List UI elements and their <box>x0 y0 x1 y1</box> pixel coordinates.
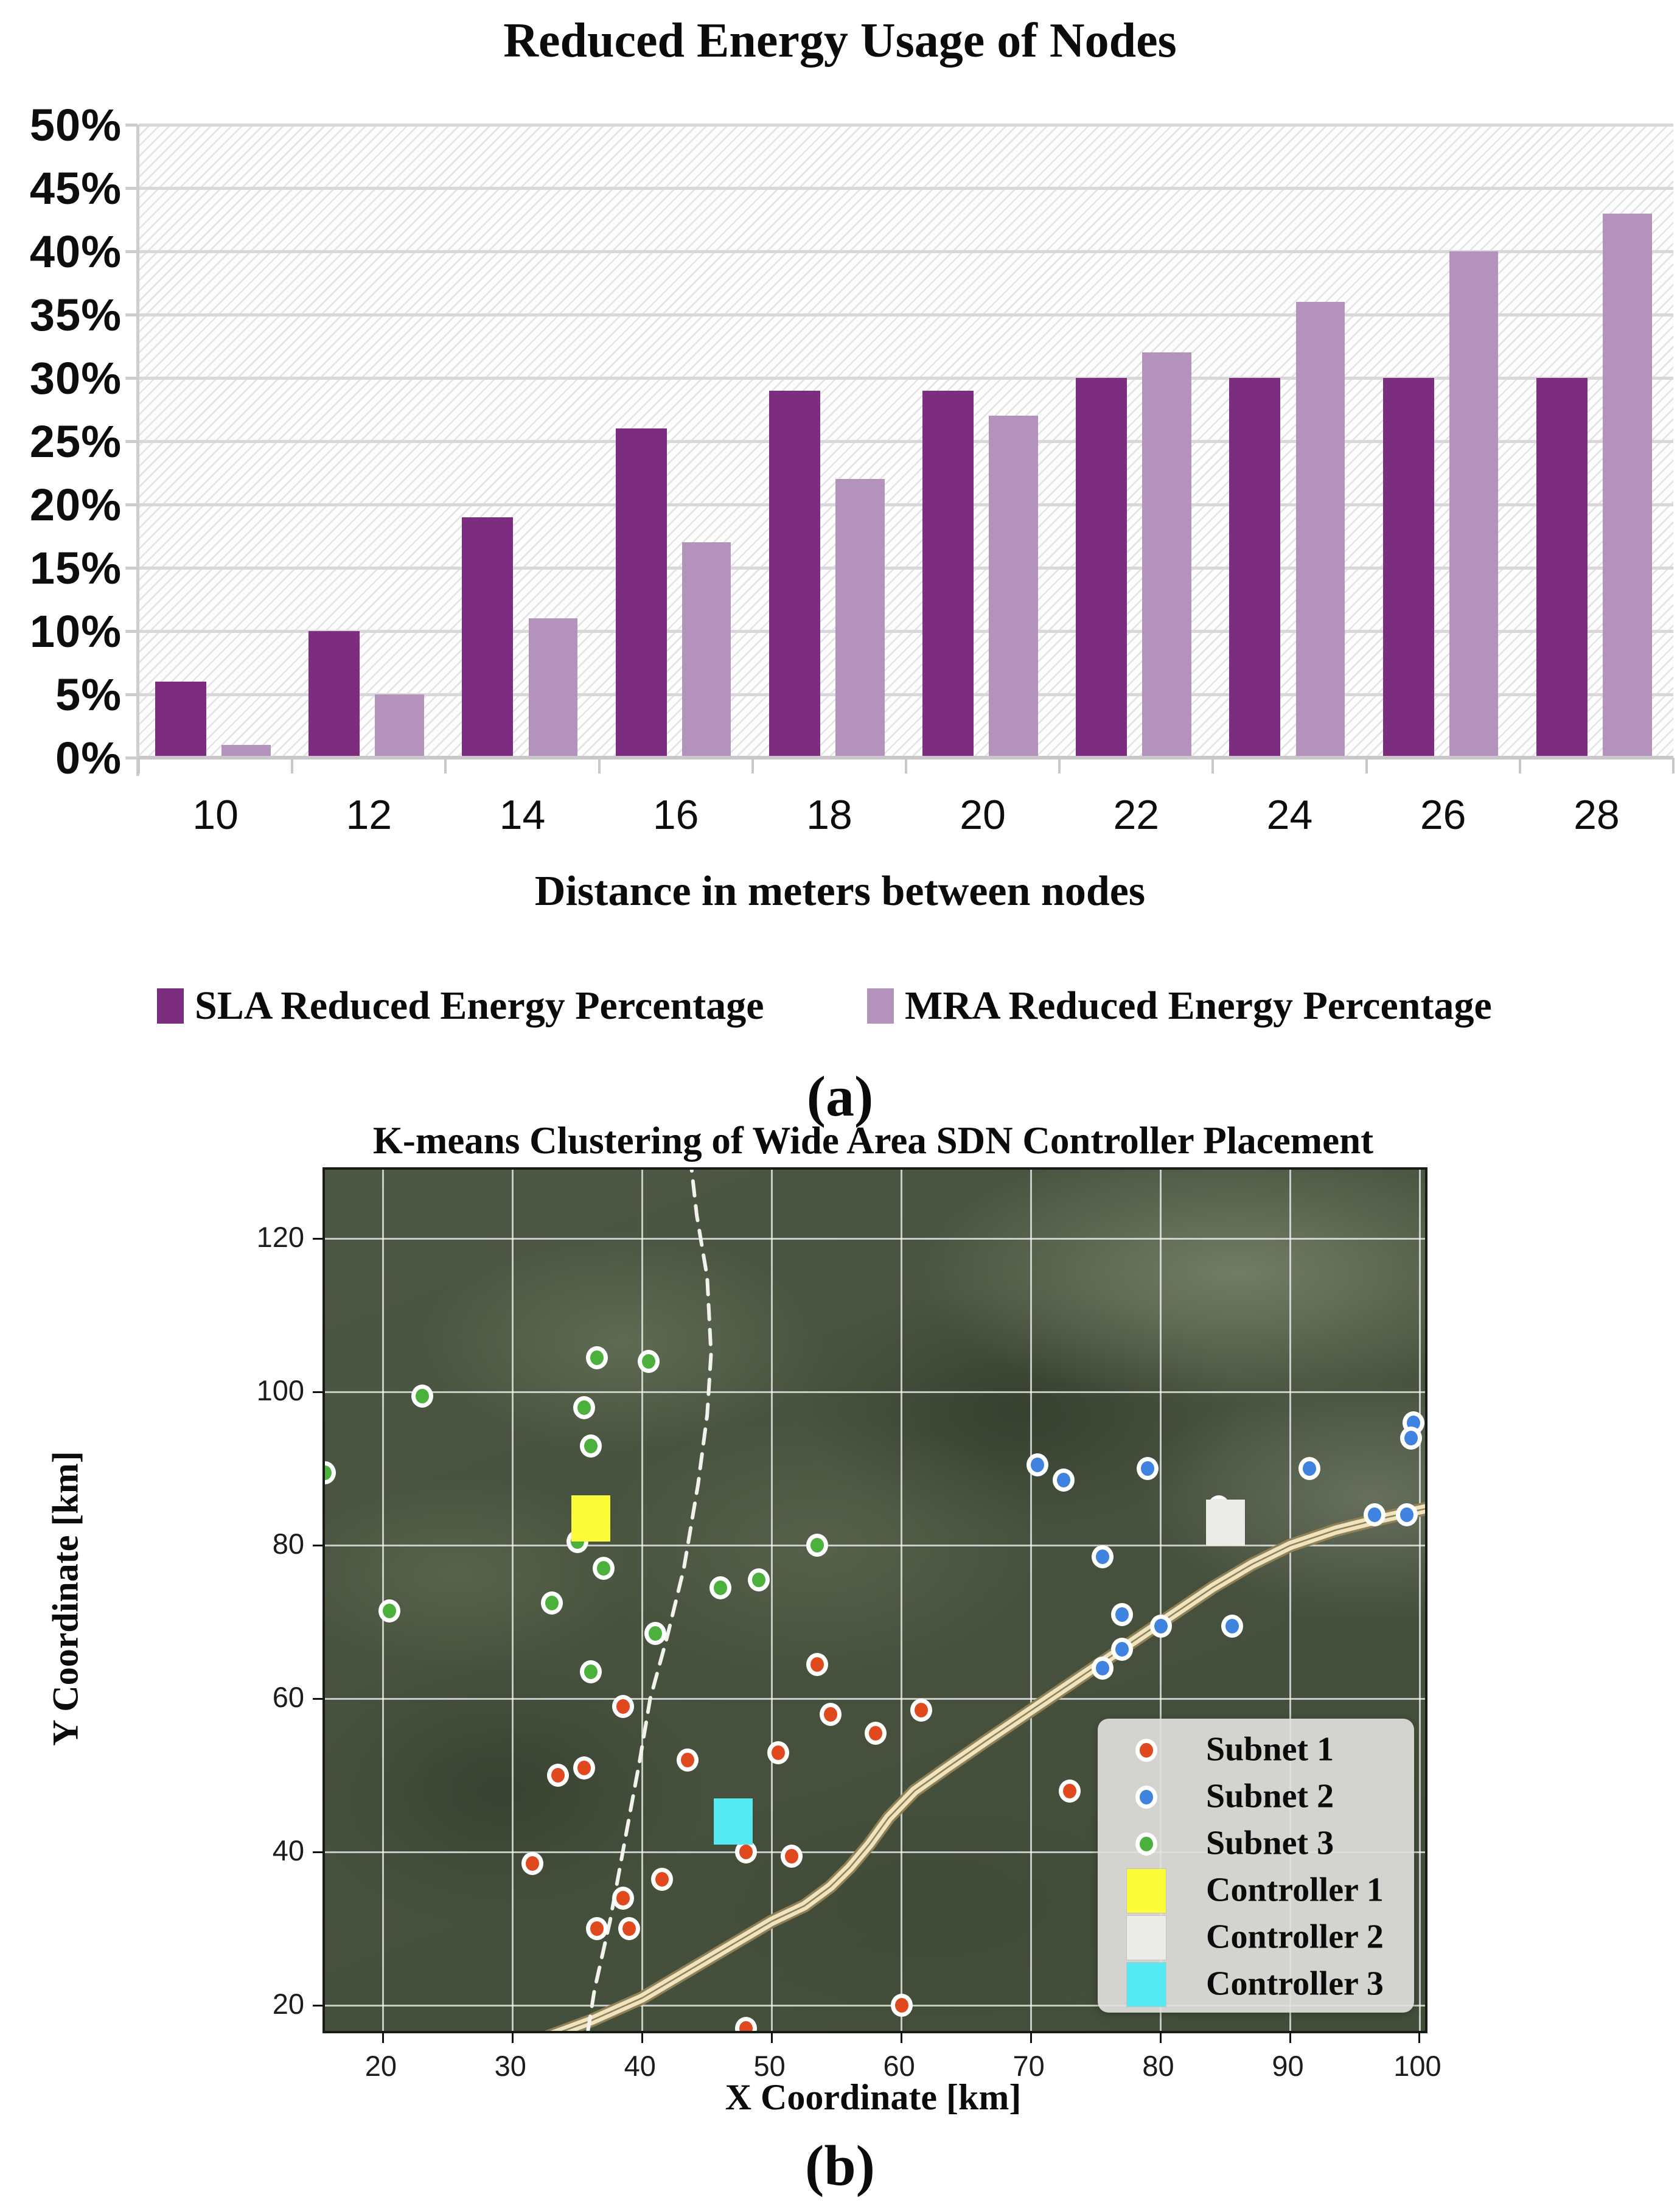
x-tick-60 <box>901 2031 902 2043</box>
x-tick-label-100: 100 <box>1393 2050 1441 2082</box>
x-tick-label-30: 30 <box>494 2050 526 2082</box>
gridline-y-25 <box>139 440 1673 443</box>
controller-2-legend-icon <box>1127 1916 1166 1960</box>
y-axis-tick-5 <box>125 693 138 696</box>
subnet-1-node-0 <box>612 1695 634 1718</box>
bar-mra-14 <box>529 618 578 758</box>
bar-mra-18 <box>835 479 885 758</box>
y-tick-40 <box>313 1851 325 1853</box>
y-tick-label-100: 100 <box>256 1374 304 1407</box>
x-tick-100 <box>1418 2031 1420 2043</box>
x-axis-tick-end <box>1672 758 1675 774</box>
x-axis-tick-5 <box>905 758 907 774</box>
dashed-boundary-line <box>588 1170 711 2031</box>
subnet-2-node-11 <box>1150 1615 1172 1638</box>
bar-mra-24 <box>1296 302 1345 758</box>
chart-b-yaxis-title: Y Coordinate [km] <box>45 1451 86 1746</box>
controller-2-marker <box>1206 1500 1245 1546</box>
y-tick-label-60: 60 <box>272 1681 304 1714</box>
x-tick-50 <box>771 2031 773 2043</box>
legend-row-controller-1 <box>1098 1867 1414 1915</box>
subnet-2-node-10 <box>1111 1603 1133 1626</box>
gridline-y-30 <box>139 377 1673 380</box>
y-axis-label-45: 45% <box>29 163 122 214</box>
legend-label-controller-3: Controller 3 <box>1206 1965 1384 2003</box>
x-tick-40 <box>641 2031 643 2043</box>
chart-b-title: K-means Clustering of Wide Area SDN Controller Placement <box>372 1119 1374 1162</box>
bar-sla-16 <box>616 428 667 758</box>
y-axis-label-30: 30% <box>29 353 122 403</box>
subnet-1-node-5 <box>767 1741 789 1764</box>
bar-mra-28 <box>1603 214 1652 758</box>
controller-3-marker <box>714 1798 753 1845</box>
subnet-1-node-17 <box>891 1994 913 2017</box>
y-axis-tick-50 <box>125 124 138 127</box>
subnet-2-node-14 <box>1092 1657 1114 1680</box>
y-axis-label-25: 25% <box>29 416 122 467</box>
x-axis-label-28: 28 <box>1574 792 1620 838</box>
y-axis-tick-35 <box>125 313 138 316</box>
y-tick-80 <box>313 1545 325 1546</box>
y-tick-100 <box>313 1391 325 1393</box>
y-axis-label-50: 50% <box>29 100 122 150</box>
subnet-2-legend-icon <box>1135 1786 1157 1809</box>
subnet-3-node-12 <box>378 1599 400 1622</box>
chart-b-plot-area <box>322 1167 1427 2033</box>
y-axis-tick-15 <box>125 567 138 570</box>
bar-sla-10 <box>155 682 206 758</box>
legend-label-subnet-1: Subnet 1 <box>1206 1730 1334 1769</box>
bar-mra-26 <box>1449 251 1499 758</box>
subnet-2-node-1 <box>1053 1469 1075 1492</box>
subnet-1-node-9 <box>1059 1780 1081 1803</box>
subnet-2-node-13 <box>1111 1638 1133 1661</box>
sla-legend-swatch-icon <box>157 988 184 1024</box>
x-tick-label-70: 70 <box>1013 2050 1045 2082</box>
x-tick-label-80: 80 <box>1142 2050 1174 2082</box>
bar-mra-16 <box>682 542 731 758</box>
y-axis-tick-45 <box>125 187 138 190</box>
y-axis-label-35: 35% <box>29 290 122 340</box>
legend-row-controller-2 <box>1098 1913 1414 1962</box>
x-tick-90 <box>1289 2031 1291 2043</box>
controller-3-legend-icon <box>1127 1963 1166 2007</box>
y-tick-label-80: 80 <box>272 1528 304 1560</box>
legend-item-sla <box>157 985 764 1027</box>
y-axis-tick-10 <box>125 630 138 633</box>
gridline-y-40 <box>139 250 1673 253</box>
x-axis-tick-7 <box>1211 758 1214 774</box>
mra-legend-label: MRA Reduced Energy Percentage <box>905 983 1492 1028</box>
bar-sla-18 <box>769 391 820 758</box>
x-tick-80 <box>1160 2031 1162 2043</box>
subnet-3-node-14 <box>580 1660 602 1683</box>
y-axis-label-15: 15% <box>29 543 122 593</box>
subnet-1-node-3 <box>865 1722 887 1745</box>
gridline-y-10 <box>139 630 1673 633</box>
subnet-1-node-4 <box>910 1699 932 1722</box>
y-axis-tick-40 <box>125 250 138 253</box>
x-axis-tick-4 <box>751 758 754 774</box>
x-tick-label-20: 20 <box>364 2050 397 2082</box>
legend-item-mra <box>867 985 1492 1027</box>
y-axis-label-40: 40% <box>29 226 122 277</box>
subnet-1-node-7 <box>573 1756 595 1780</box>
x-axis-label-26: 26 <box>1420 792 1466 838</box>
y-axis-tick-0 <box>125 756 138 760</box>
y-axis-tick-20 <box>125 503 138 506</box>
legend-row-subnet-2 <box>1098 1773 1414 1822</box>
y-axis-label-20: 20% <box>29 480 122 530</box>
x-axis-label-10: 10 <box>192 792 239 838</box>
x-axis-label-12: 12 <box>346 792 392 838</box>
y-tick-60 <box>313 1698 325 1700</box>
y-tick-label-40: 40 <box>272 1834 304 1867</box>
x-axis-tick-9 <box>1519 758 1521 774</box>
subnet-1-node-2 <box>820 1703 842 1726</box>
x-tick-label-50: 50 <box>753 2050 786 2082</box>
y-axis-label-10: 10% <box>29 606 122 657</box>
x-tick-label-60: 60 <box>883 2050 915 2082</box>
x-axis-tick-1 <box>291 758 293 774</box>
legend-label-controller-2: Controller 2 <box>1206 1918 1384 1956</box>
subnet-1-node-14 <box>612 1887 634 1910</box>
gridline-y-50 <box>139 124 1673 127</box>
bar-sla-20 <box>922 391 974 758</box>
x-tick-20 <box>382 2031 384 2043</box>
subnet-3-node-2 <box>411 1385 433 1408</box>
subnet-2-node-9 <box>1092 1545 1114 1568</box>
subnet-1-node-12 <box>521 1852 543 1875</box>
gridline-y-15 <box>139 567 1673 570</box>
mra-legend-swatch-icon <box>867 988 894 1024</box>
y-axis-tick-30 <box>125 377 138 380</box>
panel-label-a: (a) <box>806 1065 874 1128</box>
x-axis-tick-8 <box>1365 758 1368 774</box>
x-axis-label-22: 22 <box>1113 792 1160 838</box>
legend-row-subnet-1 <box>1098 1726 1414 1775</box>
bar-sla-28 <box>1536 378 1588 758</box>
bar-sla-22 <box>1076 378 1127 758</box>
x-tick-label-90: 90 <box>1272 2050 1304 2082</box>
y-axis-tick-25 <box>125 440 138 443</box>
x-axis-label-24: 24 <box>1266 792 1313 838</box>
bar-mra-20 <box>989 416 1038 758</box>
legend-row-subnet-3 <box>1098 1820 1414 1868</box>
x-tick-30 <box>512 2031 514 2043</box>
chart-a-title: Reduced Energy Usage of Nodes <box>503 14 1177 68</box>
chart-a-xaxis-title: Distance in meters between nodes <box>534 868 1146 915</box>
x-tick-label-40: 40 <box>624 2050 656 2082</box>
y-axis-label-5: 5% <box>55 669 122 720</box>
bar-sla-14 <box>462 517 513 758</box>
legend-label-subnet-3: Subnet 3 <box>1206 1824 1334 1862</box>
subnet-3-node-11 <box>541 1591 563 1615</box>
subnet-1-legend-icon <box>1135 1739 1157 1762</box>
x-tick-70 <box>1030 2031 1032 2043</box>
subnet-1-node-1 <box>806 1653 828 1676</box>
y-tick-label-120: 120 <box>256 1221 304 1254</box>
y-tick-20 <box>313 2005 325 2007</box>
chart-a-plot-area <box>139 125 1673 758</box>
x-axis-tick-6 <box>1058 758 1061 774</box>
bar-mra-22 <box>1142 352 1191 758</box>
chart-a-left-axis-line <box>136 125 139 776</box>
chart-b-legend <box>1098 1719 1414 2013</box>
legend-label-controller-1: Controller 1 <box>1206 1871 1384 1909</box>
subnet-3-node-8 <box>593 1557 615 1580</box>
gridline-y-5 <box>139 693 1673 696</box>
subnet-1-node-13 <box>651 1868 673 1891</box>
x-axis-label-20: 20 <box>960 792 1006 838</box>
bar-mra-12 <box>375 694 424 758</box>
subnet-2-node-12 <box>1221 1615 1243 1638</box>
gridline-y-20 <box>139 503 1673 506</box>
chart-b-xaxis-title: X Coordinate [km] <box>725 2077 1022 2117</box>
x-axis-tick-0 <box>138 758 140 774</box>
controller-1-legend-icon <box>1127 1869 1166 1913</box>
panel-label-b: (b) <box>805 2134 875 2198</box>
subnet-3-legend-icon <box>1135 1832 1157 1856</box>
gridline-y-45 <box>139 187 1673 190</box>
subnet-3-node-0 <box>586 1346 608 1369</box>
subnet-1-node-11 <box>781 1845 803 1868</box>
x-axis-label-18: 18 <box>806 792 852 838</box>
subnet-3-node-3 <box>573 1396 595 1419</box>
subnet-3-node-9 <box>709 1576 731 1599</box>
y-tick-label-20: 20 <box>272 1988 304 2021</box>
gridline-y-35 <box>139 313 1673 316</box>
subnet-3-node-4 <box>580 1434 602 1458</box>
bar-sla-26 <box>1383 378 1434 758</box>
y-axis-label-0: 0% <box>55 733 122 783</box>
legend-row-controller-3 <box>1098 1960 1414 2009</box>
bar-sla-24 <box>1229 378 1280 758</box>
controller-1-marker <box>571 1495 610 1542</box>
x-axis-label-16: 16 <box>652 792 699 838</box>
sla-legend-label: SLA Reduced Energy Percentage <box>195 983 764 1028</box>
legend-label-subnet-2: Subnet 2 <box>1206 1777 1334 1815</box>
x-axis-tick-3 <box>598 758 601 774</box>
subnet-2-node-5 <box>1400 1427 1422 1450</box>
bar-sla-12 <box>308 631 360 758</box>
subnet-2-node-7 <box>1364 1503 1385 1526</box>
subnet-2-node-8 <box>1396 1503 1418 1526</box>
x-axis-label-14: 14 <box>499 792 546 838</box>
y-tick-120 <box>313 1238 325 1240</box>
x-axis-tick-2 <box>444 758 447 774</box>
